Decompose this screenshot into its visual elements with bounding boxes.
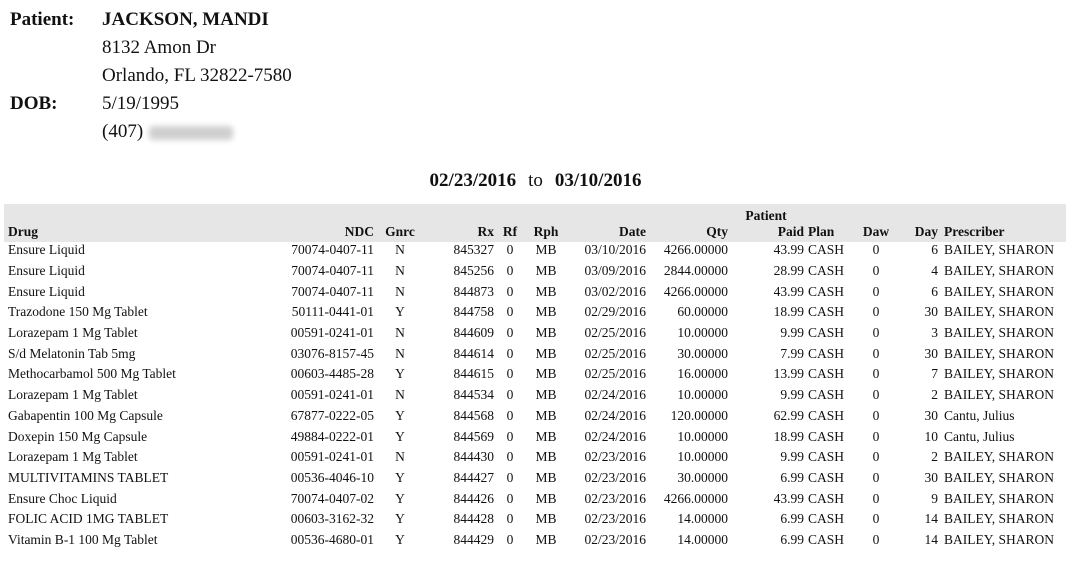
cell-prescriber: BAILEY, SHARON <box>944 387 1055 403</box>
cell-rf: 0 <box>506 469 514 485</box>
cell-paid: 43.99 <box>773 242 804 258</box>
table-row <box>8 468 1063 489</box>
cell-plan: CASH <box>808 345 845 361</box>
cell-rx: 845327 <box>453 242 494 258</box>
cell-prescriber: BAILEY, SHARON <box>944 283 1055 299</box>
cell-rph: MB <box>535 345 557 361</box>
cell-rph: MB <box>535 449 557 465</box>
cell-day: 30 <box>924 469 938 485</box>
cell-qty: 4266.00000 <box>663 242 728 258</box>
cell-qty: 14.00000 <box>677 531 728 547</box>
cell-plan: CASH <box>808 449 845 465</box>
col-rx: Rx <box>477 224 494 239</box>
cell-rph: MB <box>535 531 557 547</box>
table-row <box>8 343 1063 364</box>
col-ndc: NDC <box>344 224 374 239</box>
cell-daw: 0 <box>872 469 880 485</box>
cell-paid: 43.99 <box>773 283 804 299</box>
cell-date: 03/10/2016 <box>584 242 646 258</box>
cell-ndc: 00536-4046-10 <box>290 469 374 485</box>
cell-drug: Gabapentin 100 Mg Capsule <box>8 407 163 423</box>
table-row <box>8 364 1063 385</box>
cell-ndc: 67877-0222-05 <box>290 407 374 423</box>
cell-rf: 0 <box>506 325 514 341</box>
cell-drug: Lorazepam 1 Mg Tablet <box>8 325 138 341</box>
cell-rph: MB <box>535 428 557 444</box>
cell-day: 6 <box>931 242 938 258</box>
cell-paid: 28.99 <box>773 263 804 279</box>
cell-rf: 0 <box>506 263 514 279</box>
cell-day: 30 <box>924 407 938 423</box>
patient-phone <box>102 118 233 146</box>
cell-gnrc: Y <box>395 490 405 506</box>
cell-rph: MB <box>535 242 557 258</box>
table-row <box>8 385 1063 406</box>
col-patient-paid <box>728 206 804 240</box>
cell-drug: Ensure Choc Liquid <box>8 490 117 506</box>
patient-dob: 5/19/1995 <box>102 93 180 114</box>
cell-daw: 0 <box>872 345 880 361</box>
cell-gnrc: N <box>395 325 405 341</box>
cell-daw: 0 <box>872 428 880 444</box>
cell-prescriber: Cantu, Julius <box>944 407 1015 423</box>
cell-daw: 0 <box>872 304 880 320</box>
table-row <box>8 323 1063 344</box>
cell-date: 02/24/2016 <box>584 428 646 444</box>
cell-rx: 844609 <box>453 325 494 341</box>
cell-prescriber: BAILEY, SHARON <box>944 531 1055 547</box>
cell-drug: Lorazepam 1 Mg Tablet <box>8 449 138 465</box>
cell-rf: 0 <box>506 407 514 423</box>
date-range-to-word: to <box>528 170 543 191</box>
table-row <box>8 509 1063 530</box>
cell-plan: CASH <box>808 366 845 382</box>
cell-qty: 10.00000 <box>677 449 728 465</box>
cell-rx: 844873 <box>453 283 494 299</box>
cell-prescriber: BAILEY, SHARON <box>944 366 1055 382</box>
cell-plan: CASH <box>808 242 845 258</box>
table-row <box>8 240 1063 261</box>
cell-rph: MB <box>535 366 557 382</box>
table-row <box>8 261 1063 282</box>
patient-address2: Orlando, FL 32822-7580 <box>102 65 292 86</box>
col-gnrc: Gnrc <box>385 224 415 239</box>
cell-day: 9 <box>931 490 938 506</box>
cell-paid: 18.99 <box>773 428 804 444</box>
cell-drug: S/d Melatonin Tab 5mg <box>8 345 136 361</box>
prescription-table <box>8 206 1063 550</box>
cell-date: 02/24/2016 <box>584 387 646 403</box>
cell-qty: 10.00000 <box>677 325 728 341</box>
cell-day: 2 <box>931 387 938 403</box>
cell-daw: 0 <box>872 449 880 465</box>
patient-address1: 8132 Amon Dr <box>102 37 216 58</box>
cell-day: 10 <box>924 428 938 444</box>
cell-rf: 0 <box>506 387 514 403</box>
cell-prescriber: BAILEY, SHARON <box>944 469 1055 485</box>
col-day: Day <box>914 224 938 239</box>
date-range-to: 03/10/2016 <box>554 170 642 191</box>
cell-plan: CASH <box>808 387 845 403</box>
cell-gnrc: Y <box>395 469 405 485</box>
cell-plan: CASH <box>808 407 845 423</box>
cell-paid: 9.99 <box>780 449 804 465</box>
table-row <box>8 281 1063 302</box>
cell-drug: Ensure Liquid <box>8 242 85 258</box>
cell-rf: 0 <box>506 428 514 444</box>
cell-rph: MB <box>535 469 557 485</box>
cell-daw: 0 <box>872 366 880 382</box>
cell-rph: MB <box>535 407 557 423</box>
table-header-row <box>8 206 1063 240</box>
cell-rf: 0 <box>506 531 514 547</box>
cell-qty: 14.00000 <box>677 511 728 527</box>
cell-day: 30 <box>924 345 938 361</box>
cell-rf: 0 <box>506 490 514 506</box>
redacted-phone-blur <box>149 126 233 140</box>
cell-day: 7 <box>931 366 938 382</box>
cell-plan: CASH <box>808 428 845 444</box>
cell-ndc: 49884-0222-01 <box>290 428 374 444</box>
cell-rph: MB <box>535 511 557 527</box>
cell-rx: 844428 <box>453 511 494 527</box>
col-rph: Rph <box>533 224 559 239</box>
cell-plan: CASH <box>808 490 845 506</box>
cell-drug: MULTIVITAMINS TABLET <box>8 469 169 485</box>
cell-paid: 7.99 <box>780 345 804 361</box>
table-row <box>8 302 1063 323</box>
cell-ndc: 70074-0407-02 <box>290 490 374 506</box>
cell-gnrc: N <box>395 387 405 403</box>
cell-day: 30 <box>924 304 938 320</box>
cell-drug: Doxepin 150 Mg Capsule <box>8 428 148 444</box>
cell-ndc: 70074-0407-11 <box>291 283 374 299</box>
cell-prescriber: BAILEY, SHARON <box>944 242 1055 258</box>
cell-rf: 0 <box>506 283 514 299</box>
table-row <box>8 488 1063 509</box>
cell-daw: 0 <box>872 242 880 258</box>
cell-drug: FOLIC ACID 1MG TABLET <box>8 511 169 527</box>
col-qty: Qty <box>706 224 728 239</box>
cell-date: 02/25/2016 <box>584 366 646 382</box>
cell-prescriber: BAILEY, SHARON <box>944 345 1055 361</box>
col-plan: Plan <box>808 224 835 239</box>
cell-gnrc: Y <box>395 366 405 382</box>
cell-date: 03/09/2016 <box>584 263 646 279</box>
cell-ndc: 50111-0441-01 <box>291 304 374 320</box>
cell-daw: 0 <box>872 325 880 341</box>
cell-plan: CASH <box>808 304 845 320</box>
cell-daw: 0 <box>872 387 880 403</box>
cell-day: 14 <box>924 511 938 527</box>
cell-day: 4 <box>931 263 938 279</box>
cell-rx: 844758 <box>453 304 494 320</box>
cell-gnrc: N <box>395 345 405 361</box>
cell-rx: 844426 <box>453 490 494 506</box>
cell-gnrc: N <box>395 242 405 258</box>
cell-rx: 845256 <box>453 263 494 279</box>
cell-date: 02/25/2016 <box>584 345 646 361</box>
cell-qty: 30.00000 <box>677 345 728 361</box>
cell-prescriber: Cantu, Julius <box>944 428 1015 444</box>
table-row <box>8 530 1063 551</box>
cell-rph: MB <box>535 490 557 506</box>
cell-paid: 62.99 <box>773 407 804 423</box>
cell-daw: 0 <box>872 490 880 506</box>
cell-daw: 0 <box>872 283 880 299</box>
cell-prescriber: BAILEY, SHARON <box>944 449 1055 465</box>
cell-ndc: 00536-4680-01 <box>290 531 374 547</box>
cell-rx: 844427 <box>453 469 494 485</box>
cell-plan: CASH <box>808 263 845 279</box>
cell-rf: 0 <box>506 511 514 527</box>
cell-date: 02/25/2016 <box>584 325 646 341</box>
cell-ndc: 00591-0241-01 <box>290 449 374 465</box>
patient-label: Patient: <box>10 9 75 30</box>
cell-plan: CASH <box>808 283 845 299</box>
cell-paid: 6.99 <box>780 469 804 485</box>
cell-rx: 844429 <box>453 531 494 547</box>
cell-ndc: 00591-0241-01 <box>290 325 374 341</box>
cell-ndc: 00603-3162-32 <box>290 511 374 527</box>
cell-rx: 844615 <box>453 366 494 382</box>
cell-prescriber: BAILEY, SHARON <box>944 263 1055 279</box>
cell-daw: 0 <box>872 531 880 547</box>
cell-date: 02/23/2016 <box>584 531 646 547</box>
cell-gnrc: Y <box>395 531 405 547</box>
cell-plan: CASH <box>808 511 845 527</box>
col-prescriber: Prescriber <box>944 224 1005 239</box>
cell-rf: 0 <box>506 242 514 258</box>
cell-qty: 16.00000 <box>677 366 728 382</box>
cell-prescriber: BAILEY, SHARON <box>944 490 1055 506</box>
cell-qty: 120.00000 <box>670 407 728 423</box>
cell-date: 02/23/2016 <box>584 449 646 465</box>
cell-day: 2 <box>931 449 938 465</box>
dob-label: DOB: <box>10 93 58 114</box>
cell-ndc: 00591-0241-01 <box>290 387 374 403</box>
cell-date: 02/24/2016 <box>584 407 646 423</box>
cell-rf: 0 <box>506 304 514 320</box>
cell-gnrc: Y <box>395 428 405 444</box>
cell-qty: 60.00000 <box>677 304 728 320</box>
cell-paid: 43.99 <box>773 490 804 506</box>
cell-date: 03/02/2016 <box>584 283 646 299</box>
cell-plan: CASH <box>808 325 845 341</box>
cell-ndc: 00603-4485-28 <box>290 366 374 382</box>
table-row <box>8 406 1063 427</box>
phone-area-code: (407) <box>102 121 144 142</box>
col-daw: Daw <box>862 224 890 239</box>
cell-plan: CASH <box>808 469 845 485</box>
cell-day: 6 <box>931 283 938 299</box>
cell-rph: MB <box>535 283 557 299</box>
cell-rx: 844614 <box>453 345 494 361</box>
cell-rph: MB <box>535 263 557 279</box>
cell-drug: Vitamin B-1 100 Mg Tablet <box>8 531 158 547</box>
cell-daw: 0 <box>872 407 880 423</box>
cell-prescriber: BAILEY, SHARON <box>944 325 1055 341</box>
cell-rx: 844569 <box>453 428 494 444</box>
cell-daw: 0 <box>872 263 880 279</box>
cell-rf: 0 <box>506 449 514 465</box>
table-row <box>8 426 1063 447</box>
table-body <box>8 240 1063 550</box>
cell-rf: 0 <box>506 345 514 361</box>
cell-qty: 4266.00000 <box>663 283 728 299</box>
cell-day: 3 <box>931 325 938 341</box>
cell-paid: 9.99 <box>780 325 804 341</box>
col-patient-paid-bottom: Paid <box>777 224 804 239</box>
cell-daw: 0 <box>872 511 880 527</box>
cell-rph: MB <box>535 304 557 320</box>
cell-rx: 844534 <box>453 387 494 403</box>
cell-gnrc: Y <box>395 304 405 320</box>
cell-day: 14 <box>924 531 938 547</box>
cell-qty: 10.00000 <box>677 428 728 444</box>
cell-paid: 13.99 <box>773 366 804 382</box>
patient-name: JACKSON, MANDI <box>102 9 269 30</box>
table-row <box>8 447 1063 468</box>
cell-date: 02/23/2016 <box>584 469 646 485</box>
cell-drug: Ensure Liquid <box>8 263 85 279</box>
cell-gnrc: Y <box>395 511 405 527</box>
cell-qty: 30.00000 <box>677 469 728 485</box>
cell-rx: 844430 <box>453 449 494 465</box>
cell-ndc: 03076-8157-45 <box>290 345 374 361</box>
date-range <box>0 168 1071 194</box>
cell-qty: 2844.00000 <box>663 263 728 279</box>
cell-paid: 6.99 <box>780 511 804 527</box>
cell-paid: 18.99 <box>773 304 804 320</box>
cell-qty: 4266.00000 <box>663 490 728 506</box>
cell-rf: 0 <box>506 366 514 382</box>
cell-rph: MB <box>535 325 557 341</box>
cell-gnrc: Y <box>395 407 405 423</box>
cell-prescriber: BAILEY, SHARON <box>944 304 1055 320</box>
col-rf: Rf <box>502 224 518 239</box>
cell-gnrc: N <box>395 263 405 279</box>
cell-plan: CASH <box>808 531 845 547</box>
cell-paid: 6.99 <box>780 531 804 547</box>
cell-paid: 9.99 <box>780 387 804 403</box>
cell-drug: Methocarbamol 500 Mg Tablet <box>8 366 176 382</box>
col-date: Date <box>619 224 646 239</box>
cell-rph: MB <box>535 387 557 403</box>
cell-prescriber: BAILEY, SHARON <box>944 511 1055 527</box>
cell-gnrc: N <box>395 283 405 299</box>
date-range-from: 02/23/2016 <box>429 170 517 191</box>
col-patient-paid-top: Patient <box>745 208 787 223</box>
cell-ndc: 70074-0407-11 <box>291 242 374 258</box>
cell-date: 02/23/2016 <box>584 511 646 527</box>
cell-drug: Lorazepam 1 Mg Tablet <box>8 387 138 403</box>
cell-qty: 10.00000 <box>677 387 728 403</box>
cell-drug: Trazodone 150 Mg Tablet <box>8 304 148 320</box>
cell-ndc: 70074-0407-11 <box>291 263 374 279</box>
cell-rx: 844568 <box>453 407 494 423</box>
cell-drug: Ensure Liquid <box>8 283 85 299</box>
cell-gnrc: N <box>395 449 405 465</box>
cell-date: 02/23/2016 <box>584 490 646 506</box>
cell-date: 02/29/2016 <box>584 304 646 320</box>
col-drug: Drug <box>8 224 38 239</box>
